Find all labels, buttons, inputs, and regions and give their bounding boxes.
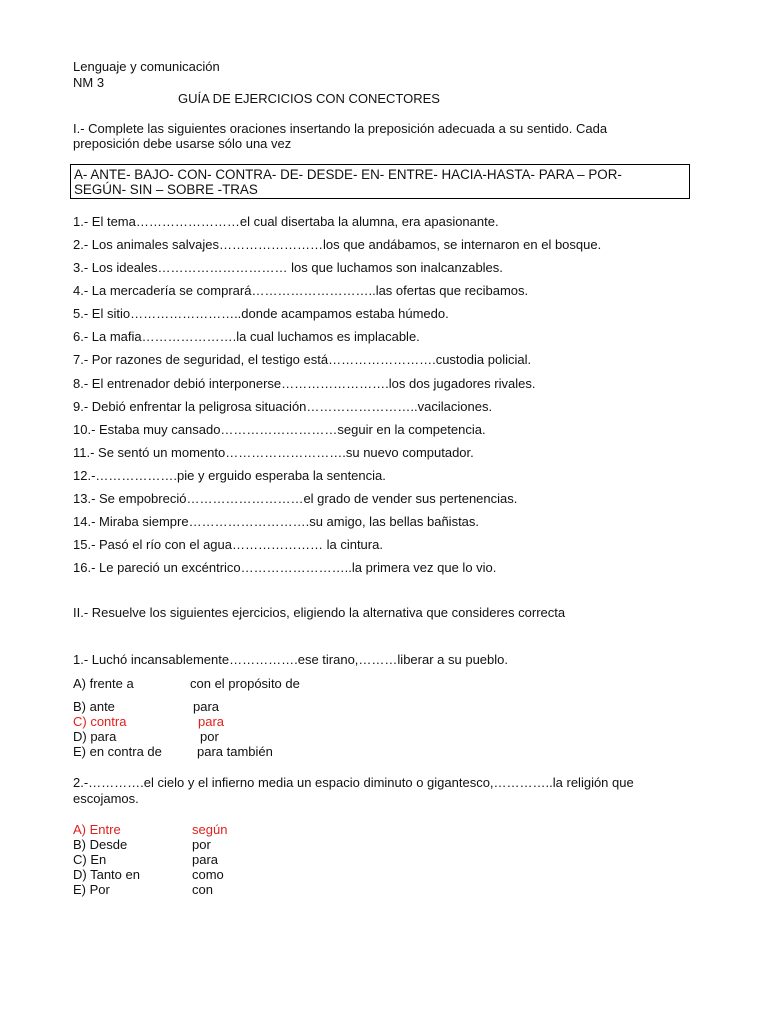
- q1-option-e: E) en contra de: [73, 744, 162, 759]
- q1-option-a-answer: con el propósito de: [190, 676, 300, 691]
- q1-option-c: C) contra: [73, 714, 127, 729]
- exercise-item-1: 1.- El tema……………………el cual disertaba la alumna, era apasionante.: [73, 214, 499, 229]
- q2-option-e: E) Por: [73, 882, 110, 897]
- q1-option-c-answer: para: [198, 714, 225, 729]
- exercise-item-13: 13.- Se empobreció………………………el grado de vender sus pertenencias.: [73, 491, 518, 506]
- exercise-item-7: 7.- Por razones de seguridad, el testigo está…………………….custodia policial.: [73, 352, 532, 367]
- exercise-item-11: 11.- Se sentó un momento……………………….su nuevo computador.: [73, 445, 474, 460]
- q2-option-d-answer: como: [192, 867, 224, 882]
- exercise-item-14: 14.- Miraba siempre……………………….su amigo, las bellas bañistas.: [73, 514, 480, 529]
- q2-option-b: B) Desde: [73, 837, 128, 852]
- word-bank-line1: A- ANTE- BAJO- CON- CONTRA- DE- DESDE- EN- ENTRE- HACIA-HASTA- PARA – POR-: [74, 167, 622, 182]
- exercise-item-6: 6.- La mafia………………….la cual luchamos es implacable.: [73, 329, 420, 344]
- exercise-item-5: 5.- El sitio……………………..donde acampamos estaba húmedo.: [73, 306, 449, 321]
- section1-instruction-line2: preposición debe usarse sólo una vez: [73, 136, 292, 151]
- word-bank-text: [74, 167, 686, 197]
- word-bank-line2: SEGÚN- SIN – SOBRE -TRAS: [74, 182, 258, 197]
- subject-label: Lenguaje y comunicación: [73, 59, 220, 74]
- page-title: GUÍA DE EJERCICIOS CON CONECTORES: [178, 91, 440, 106]
- exercise-item-4: 4.- La mercadería se comprará………………………..las ofertas que recibamos.: [73, 283, 529, 298]
- exercise-item-9: 9.- Debió enfrentar la peligrosa situación……………………..vacilaciones.: [73, 399, 493, 414]
- q2-option-e-answer: con: [192, 882, 213, 897]
- exercise-item-15: 15.- Pasó el río con el agua………………… la cintura.: [73, 537, 383, 552]
- exercise-item-8: 8.- El entrenador debió interponerse…………………….los dos jugadores rivales.: [73, 376, 536, 391]
- exercise-item-12: 12.-……………….pie y erguido esperaba la sentencia.: [73, 468, 386, 483]
- section2-instruction: II.- Resuelve los siguientes ejercicios, eligiendo la alternativa que consideres correcta: [73, 605, 566, 620]
- question-2-line2: escojamos.: [73, 791, 139, 806]
- q1-option-e-answer: para también: [197, 744, 273, 759]
- word-bank-box: [70, 164, 690, 199]
- q2-option-a: A) Entre: [73, 822, 121, 837]
- section1-instruction-line1: I.- Complete las siguientes oraciones insertando la preposición adecuada a su sentido. Cada: [73, 121, 608, 136]
- exercise-item-16: 16.- Le pareció un excéntrico……………………..la primera vez que lo vio.: [73, 560, 497, 575]
- question-1: 1.- Luchó incansablemente…………….ese tirano,………liberar a su pueblo.: [73, 652, 508, 667]
- q1-option-a: A) frente a: [73, 676, 134, 691]
- q1-option-d: D) para: [73, 729, 117, 744]
- q2-option-d: D) Tanto en: [73, 867, 140, 882]
- q2-option-c-answer: para: [192, 852, 219, 867]
- level-label: NM 3: [73, 75, 105, 90]
- q2-option-c: C) En: [73, 852, 107, 867]
- exercise-item-10: 10.- Estaba muy cansado………………………seguir en la competencia.: [73, 422, 486, 437]
- q1-option-b-answer: para: [193, 699, 220, 714]
- exercise-item-3: 3.- Los ideales………………………… los que luchamos son inalcanzables.: [73, 260, 503, 275]
- q1-option-b: B) ante: [73, 699, 115, 714]
- q1-option-d-answer: por: [200, 729, 219, 744]
- q2-option-a-answer: según: [192, 822, 228, 837]
- exercise-item-2: 2.- Los animales salvajes……………………los que andábamos, se internaron en el bosque.: [73, 237, 602, 252]
- q2-option-b-answer: por: [192, 837, 211, 852]
- question-2-line1: 2.-………….el cielo y el infierno media un espacio diminuto o gigantesco,…………..la religión que: [73, 775, 634, 790]
